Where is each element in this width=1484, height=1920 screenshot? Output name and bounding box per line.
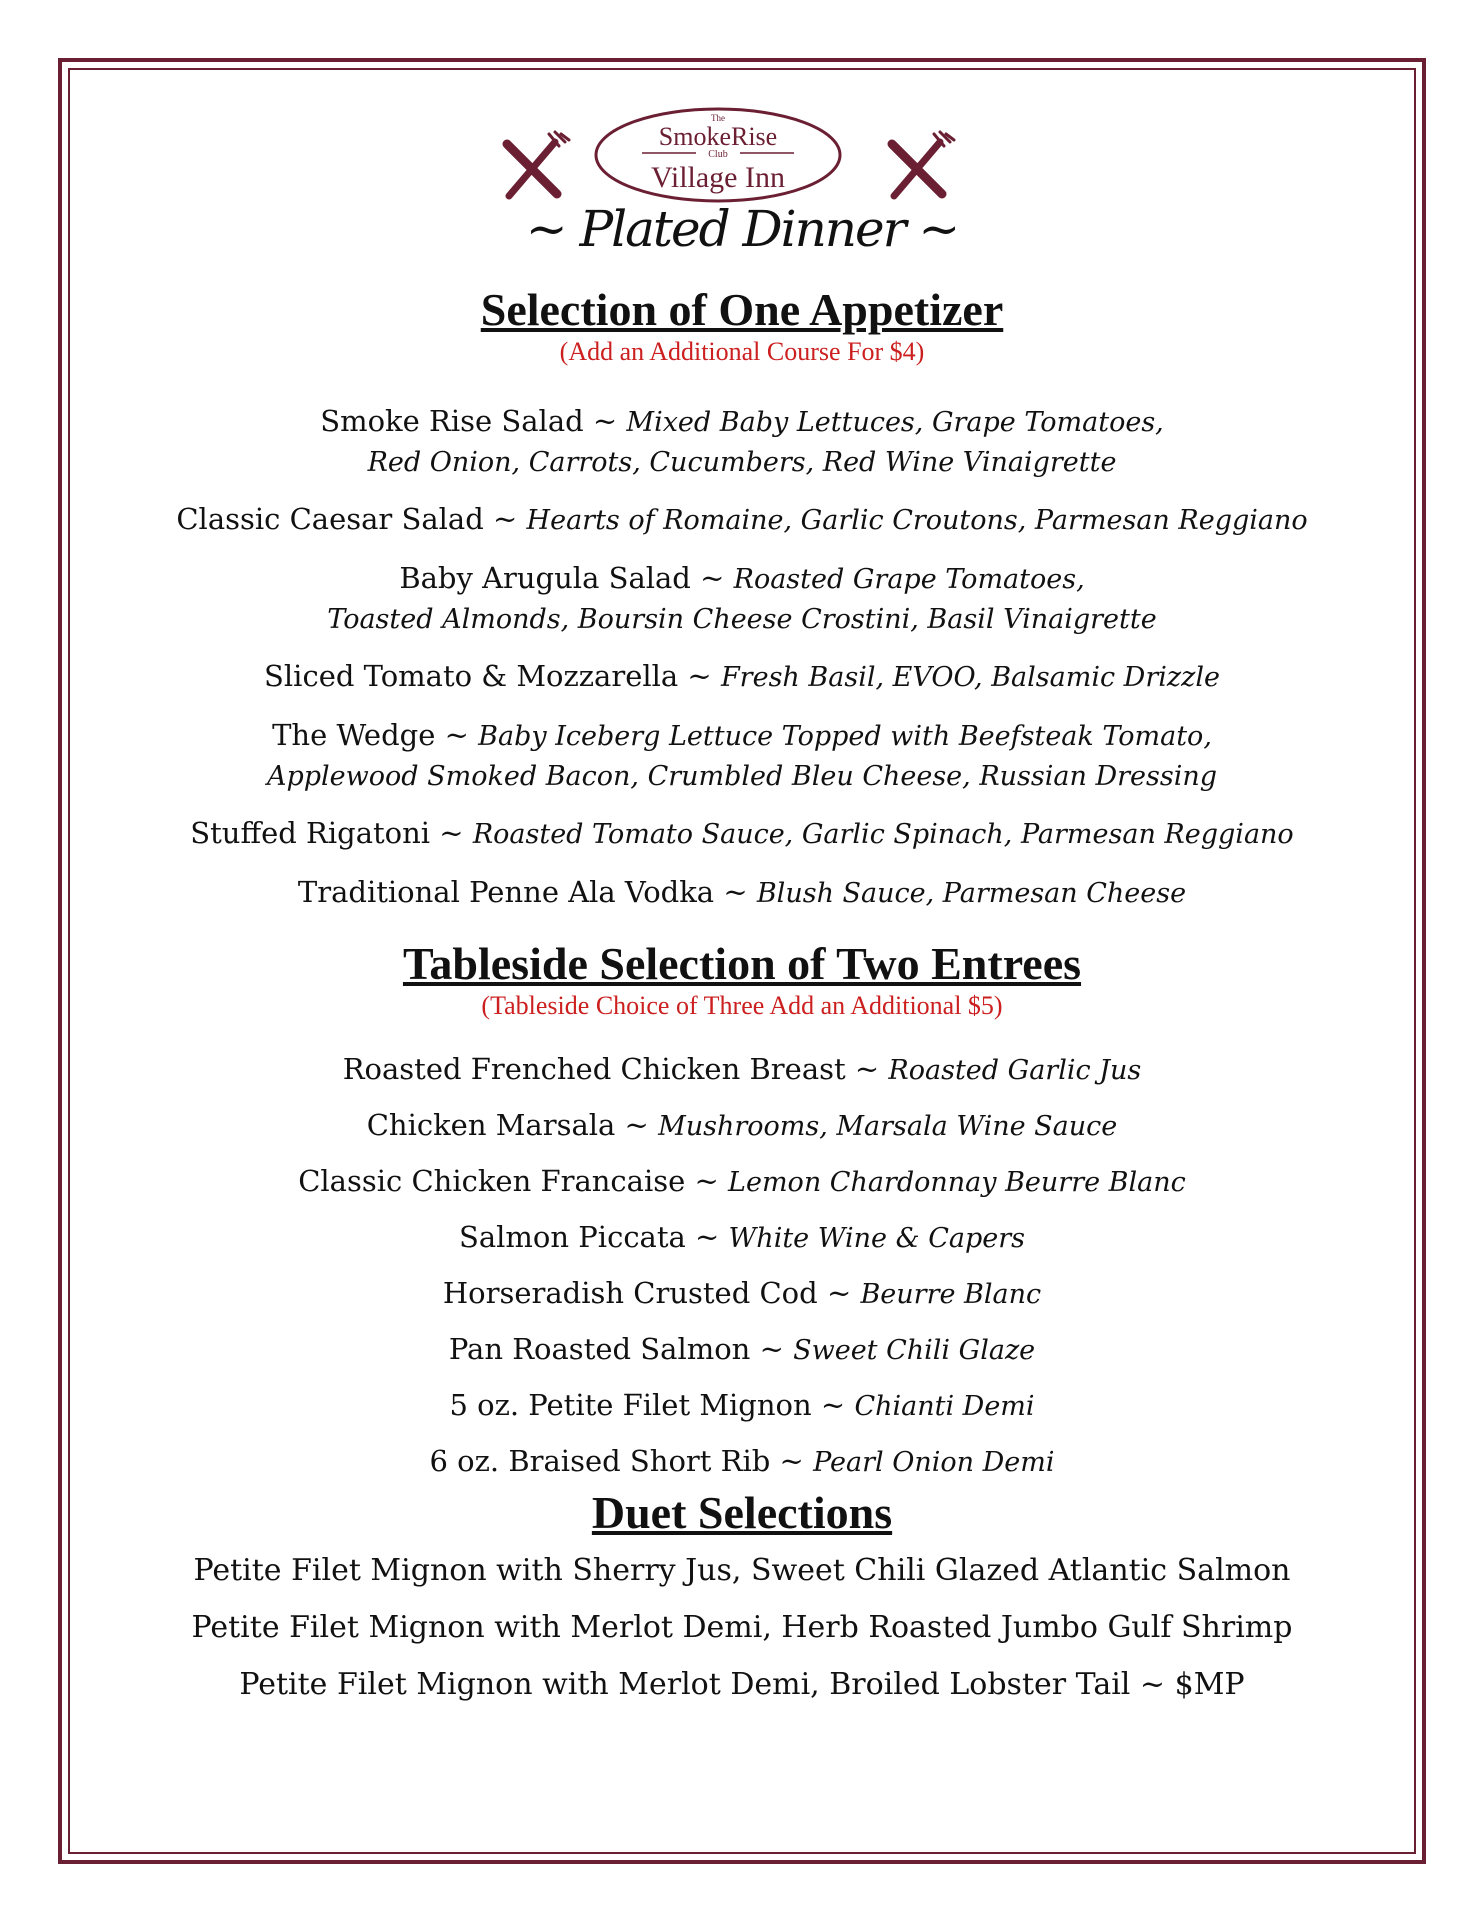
menu-item xyxy=(80,873,1404,913)
tilde-separator: ~ xyxy=(694,1164,719,1198)
item-name: Classic Chicken Francaise xyxy=(298,1164,686,1198)
item-name: The Wedge xyxy=(272,718,436,752)
item-desc: Toasted Almonds, Boursin Cheese Crostini, Basil Vinaigrette xyxy=(327,604,1157,635)
logo-smokerise: SmokeRise xyxy=(658,122,778,151)
menu-item xyxy=(80,716,1404,796)
tilde-separator: ~ xyxy=(759,1332,784,1366)
duet-item: Petite Filet Mignon with Sherry Jus, Sweet Chili Glazed Atlantic Salmon xyxy=(193,1553,1291,1588)
item-desc: Beurre Blanc xyxy=(860,1279,1042,1310)
duet-list xyxy=(80,1551,1404,1705)
item-desc: Mixed Baby Lettuces, Grape Tomatoes, xyxy=(626,407,1164,438)
item-desc: White Wine & Capers xyxy=(728,1223,1025,1254)
item-desc: Roasted Tomato Sauce, Garlic Spinach, Parmesan Reggiano xyxy=(472,819,1294,850)
item-name: Chicken Marsala xyxy=(366,1108,616,1142)
page-title: ~ Plated Dinner ~ xyxy=(525,200,959,258)
entree-section xyxy=(80,937,1404,1021)
appetizer-section xyxy=(80,283,1404,367)
item-name: Traditional Penne Ala Vodka xyxy=(297,875,715,909)
fork-knife-icon xyxy=(493,130,573,210)
menu-item xyxy=(80,402,1404,482)
tilde-separator: ~ xyxy=(826,1276,852,1310)
item-name: Sliced Tomato & Mozzarella xyxy=(264,659,679,693)
item-desc: Roasted Garlic Jus xyxy=(888,1055,1142,1086)
tilde-separator: ~ xyxy=(820,1388,846,1422)
tilde-separator: ~ xyxy=(854,1052,880,1086)
logo-village-inn: Village Inn xyxy=(651,161,785,194)
item-name: 6 oz. Braised Short Rib xyxy=(429,1444,771,1478)
menu-item xyxy=(80,500,1404,540)
duet-item: Petite Filet Mignon with Merlot Demi, Herb Roasted Jumbo Gulf Shrimp xyxy=(191,1610,1293,1645)
item-name: Stuffed Rigatoni xyxy=(190,816,431,850)
duet-section xyxy=(80,1486,1404,1540)
item-desc: Hearts of Romaine, Garlic Croutons, Parmesan Reggiano xyxy=(526,505,1308,536)
item-desc: Baby Iceberg Lettuce Topped with Beefsteak Tomato, xyxy=(478,721,1212,752)
item-desc: Chianti Demi xyxy=(854,1391,1035,1422)
item-desc: Sweet Chili Glaze xyxy=(793,1335,1036,1366)
fork-knife-icon xyxy=(878,130,958,210)
tilde-separator: ~ xyxy=(493,502,518,536)
menu-item xyxy=(80,559,1404,639)
header xyxy=(0,100,1484,300)
menu-item xyxy=(80,1106,1404,1146)
menu-item xyxy=(80,1386,1404,1426)
tilde-separator: ~ xyxy=(439,816,464,850)
tilde-separator: ~ xyxy=(687,659,712,693)
item-name: Classic Caesar Salad xyxy=(176,502,484,536)
entree-note: (Tableside Choice of Three Add an Additional $5) xyxy=(481,991,1003,1020)
menu-item xyxy=(80,1162,1404,1202)
menu-item xyxy=(80,657,1404,697)
logo-the: The xyxy=(711,113,725,123)
menu-item xyxy=(80,1330,1404,1370)
item-name: Baby Arugula Salad xyxy=(399,561,691,595)
menu-item xyxy=(80,1442,1404,1482)
menu-item xyxy=(80,1274,1404,1314)
logo-club: Club xyxy=(708,149,728,160)
menu-item xyxy=(80,814,1404,854)
item-name: Pan Roasted Salmon xyxy=(448,1332,751,1366)
item-desc: Fresh Basil, EVOO, Balsamic Drizzle xyxy=(720,662,1220,693)
item-desc: Roasted Grape Tomatoes, xyxy=(733,564,1085,595)
menu-item xyxy=(80,1218,1404,1258)
tilde-separator: ~ xyxy=(592,404,618,438)
item-name: Salmon Piccata xyxy=(459,1220,686,1254)
appetizer-heading: Selection of One Appetizer xyxy=(480,284,1004,335)
tilde-separator: ~ xyxy=(695,1220,720,1254)
appetizer-note: (Add an Additional Course For $4) xyxy=(559,337,925,366)
item-name: Roasted Frenched Chicken Breast xyxy=(342,1052,846,1086)
tilde-separator: ~ xyxy=(779,1444,804,1478)
tilde-separator: ~ xyxy=(700,561,725,595)
tilde-separator: ~ xyxy=(624,1108,649,1142)
entree-list xyxy=(80,1050,1404,1498)
entree-heading: Tableside Selection of Two Entrees xyxy=(402,938,1082,989)
item-desc: Mushrooms, Marsala Wine Sauce xyxy=(658,1111,1118,1142)
item-name: Smoke Rise Salad xyxy=(320,404,584,438)
item-desc: Red Onion, Carrots, Cucumbers, Red Wine Vinaigrette xyxy=(367,447,1117,478)
item-name: Horseradish Crusted Cod xyxy=(442,1276,818,1310)
smoke-rise-village-inn-logo xyxy=(592,105,844,205)
item-desc: Applewood Smoked Bacon, Crumbled Bleu Cheese, Russian Dressing xyxy=(266,761,1218,792)
item-desc: Blush Sauce, Parmesan Cheese xyxy=(756,878,1187,909)
item-desc: Lemon Chardonnay Beurre Blanc xyxy=(728,1167,1186,1198)
item-desc: Pearl Onion Demi xyxy=(813,1447,1055,1478)
menu-item xyxy=(80,1050,1404,1090)
tilde-separator: ~ xyxy=(723,875,748,909)
tilde-separator: ~ xyxy=(444,718,469,752)
item-name: 5 oz. Petite Filet Mignon xyxy=(449,1388,812,1422)
duet-heading: Duet Selections xyxy=(591,1487,893,1538)
duet-item: Petite Filet Mignon with Merlot Demi, Broiled Lobster Tail ~ $MP xyxy=(239,1667,1245,1702)
